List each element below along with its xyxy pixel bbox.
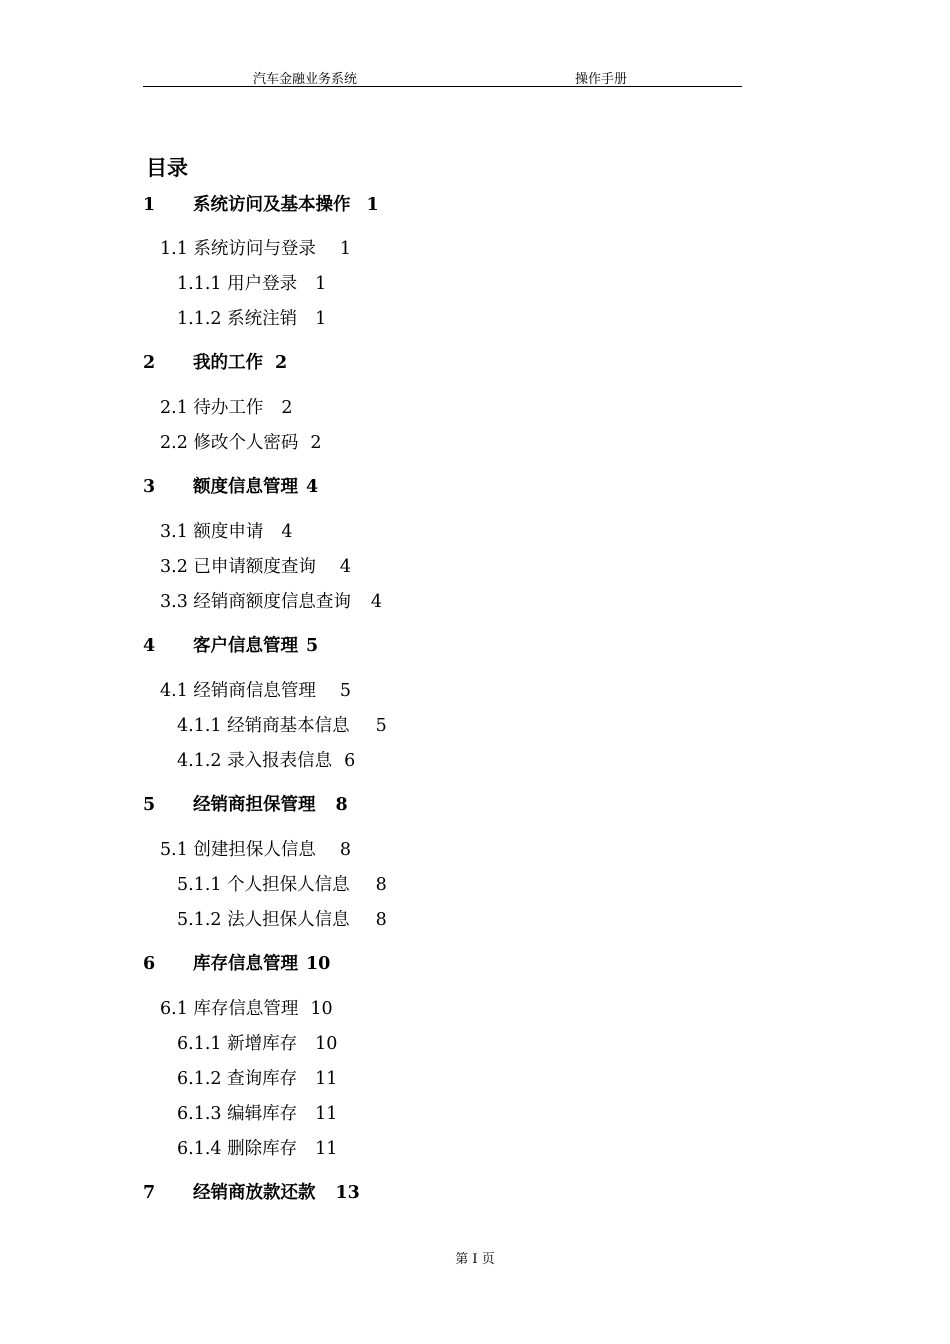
toc-entry-level1[interactable] <box>143 197 379 215</box>
toc-entry-page-number: 11 <box>315 1104 338 1124</box>
toc-entry-number: 4 <box>143 636 156 656</box>
toc-entry-level1[interactable] <box>143 479 318 497</box>
toc-entry-number: 6 <box>143 954 156 974</box>
toc-entry-level1[interactable] <box>143 638 318 656</box>
toc-entry-page-number: 4 <box>281 522 293 542</box>
toc-entry-page-number: 10 <box>315 1034 338 1054</box>
toc-entry-number: 7 <box>143 1183 156 1203</box>
toc-entry-title: 5.1.2 法人担保人信息 <box>177 910 350 930</box>
toc-entry-level2[interactable] <box>160 683 351 701</box>
toc-entry-title: 6.1 库存信息管理 <box>160 999 299 1019</box>
toc-title: 目录 <box>146 155 188 180</box>
header-system-name: 汽车金融业务系统 <box>253 72 358 87</box>
toc-entry-level2[interactable] <box>160 241 351 259</box>
toc-entry-page-number: 1 <box>366 195 379 215</box>
toc-entry-page-number: 2 <box>310 433 322 453</box>
toc-entry-page-number: 5 <box>375 716 387 736</box>
toc-entry-level2[interactable] <box>160 524 293 542</box>
toc-entry-page-number: 4 <box>370 592 383 612</box>
toc-entry-page-number: 2 <box>275 353 288 373</box>
toc-entry-title: 6.1.2 查询库存 <box>177 1069 298 1089</box>
toc-entry-level2[interactable] <box>160 400 293 418</box>
toc-entry-title: 3.2 已申请额度查询 <box>160 557 316 577</box>
toc-entry-level3[interactable] <box>177 1036 337 1054</box>
toc-entry-page-number: 13 <box>335 1183 360 1203</box>
toc-entry-page-number: 8 <box>335 795 348 815</box>
toc-entry-level1[interactable] <box>143 355 287 373</box>
toc-entry-title: 1.1.2 系统注销 <box>177 309 298 329</box>
toc-entry-title: 经销商放款还款 <box>193 1183 316 1203</box>
toc-entry-title: 额度信息管理 <box>193 477 298 497</box>
toc-entry-number: 1 <box>143 195 156 215</box>
toc-entry-page-number: 4 <box>339 557 352 577</box>
toc-entry-title: 6.1.3 编辑库存 <box>177 1104 298 1124</box>
toc-entry-level3[interactable] <box>177 912 387 930</box>
toc-entry-page-number: 8 <box>339 840 352 860</box>
toc-entry-level3[interactable] <box>177 877 387 895</box>
toc-entry-level3[interactable] <box>177 276 326 294</box>
toc-entry-level2[interactable] <box>160 559 351 577</box>
toc-entry-page-number: 6 <box>344 751 356 771</box>
toc-entry-title: 经销商担保管理 <box>193 795 316 815</box>
toc-entry-level2[interactable] <box>160 435 322 453</box>
toc-entry-level2[interactable] <box>160 842 351 860</box>
page-header <box>143 66 742 87</box>
toc-entry-level3[interactable] <box>177 311 326 329</box>
toc-entry-page-number: 10 <box>310 999 333 1019</box>
toc-entry-title: 3.1 额度申请 <box>160 522 264 542</box>
toc-entry-page-number: 8 <box>375 910 387 930</box>
toc-entry-number: 5 <box>143 795 156 815</box>
toc-entry-level1[interactable] <box>143 797 348 815</box>
toc-entry-page-number: 5 <box>306 636 319 656</box>
toc-entry-title: 5.1.1 个人担保人信息 <box>177 875 350 895</box>
toc-entry-page-number: 11 <box>315 1139 338 1159</box>
toc-entry-title: 系统访问及基本操作 <box>193 195 351 215</box>
toc-entry-title: 3.3 经销商额度信息查询 <box>160 592 351 612</box>
toc-entry-number: 2 <box>143 353 156 373</box>
toc-entry-title: 我的工作 <box>193 353 263 373</box>
toc-entry-title: 6.1.4 删除库存 <box>177 1139 298 1159</box>
toc-entry-title: 1.1.1 用户登录 <box>177 274 298 294</box>
toc-entry-page-number: 1 <box>315 309 327 329</box>
toc-entry-page-number: 2 <box>281 398 293 418</box>
toc-entry-title: 客户信息管理 <box>193 636 298 656</box>
toc-entry-title: 4.1.1 经销商基本信息 <box>177 716 350 736</box>
header-doc-type: 操作手册 <box>575 72 628 87</box>
toc-entry-page-number: 11 <box>315 1069 338 1089</box>
toc-entry-page-number: 10 <box>306 954 331 974</box>
toc-entry-title: 4.1 经销商信息管理 <box>160 681 316 701</box>
toc-entry-level2[interactable] <box>160 594 382 612</box>
toc-entry-title: 6.1.1 新增库存 <box>177 1034 298 1054</box>
toc-entry-page-number: 8 <box>375 875 387 895</box>
toc-entry-title: 5.1 创建担保人信息 <box>160 840 316 860</box>
toc-entry-number: 3 <box>143 477 156 497</box>
toc-entry-level3[interactable] <box>177 753 355 771</box>
toc-entry-level1[interactable] <box>143 956 330 974</box>
toc-entry-title: 4.1.2 录入报表信息 <box>177 751 333 771</box>
toc-entry-page-number: 1 <box>315 274 327 294</box>
toc-entry-title: 2.2 修改个人密码 <box>160 433 299 453</box>
toc-entry-page-number: 1 <box>339 239 352 259</box>
toc-entry-page-number: 4 <box>306 477 319 497</box>
toc-entry-title: 2.1 待办工作 <box>160 398 264 418</box>
toc-entry-level3[interactable] <box>177 1141 337 1159</box>
toc-entry-level3[interactable] <box>177 1071 337 1089</box>
toc-entry-level3[interactable] <box>177 1106 337 1124</box>
page-footer: 第 I 页 <box>455 1252 495 1267</box>
toc-entry-level2[interactable] <box>160 1001 333 1019</box>
toc-entry-title: 库存信息管理 <box>193 954 298 974</box>
toc-entry-title: 1.1 系统访问与登录 <box>160 239 316 259</box>
toc-entry-level3[interactable] <box>177 718 387 736</box>
toc-entry-level1[interactable] <box>143 1185 360 1203</box>
toc-entry-page-number: 5 <box>339 681 352 701</box>
